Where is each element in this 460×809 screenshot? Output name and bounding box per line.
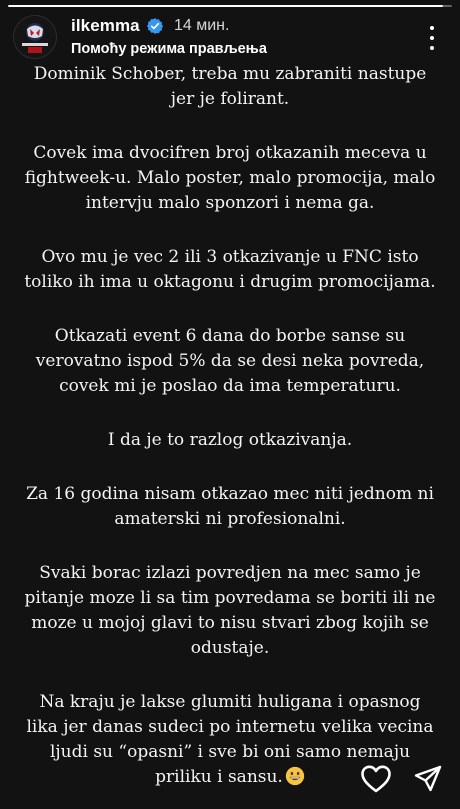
story-paragraph: Dominik Schober, treba mu zabraniti nastupe jer je folirant.: [33, 64, 427, 109]
more-options-button[interactable]: [420, 24, 444, 52]
story-paragraph: Ovo mu je vec 2 ili 3 otkazivanje u FNC isto toliko ih ima u oktagonu i drugim promocijama.: [24, 247, 436, 292]
more-vertical-icon-dot: [430, 36, 434, 40]
story-paragraph: Covek ima dvocifren broj otkazanih meceva u fightweek-u. Malo poster, malo promocija, malo intervju malo sponzori i nema ga.: [24, 143, 436, 213]
more-vertical-icon: [430, 26, 434, 30]
avatar[interactable]: [14, 16, 56, 58]
story-paragraph: Za 16 godina nisam otkazao mec niti jednom ni amaterski ni profesionalni.: [26, 484, 434, 529]
story-created-with-label[interactable]: Помоћу режима прављења: [71, 41, 267, 57]
username[interactable]: ilkemma: [71, 16, 140, 35]
story-timestamp: 14 мин.: [174, 17, 230, 34]
story-paragraph: I da je to razlog otkazivanja.: [107, 430, 353, 450]
story-progress-fill: [8, 5, 443, 7]
send-icon[interactable]: [413, 764, 443, 794]
story-paragraph: Otkazati event 6 dana do borbe sanse su verovatno ispod 5% da se desi neka povreda, covek mi je poslao da ima temperaturu.: [35, 326, 425, 396]
more-vertical-icon-dot: [430, 46, 434, 50]
story-text: [22, 62, 438, 790]
profile-avatar-icon: [14, 16, 56, 58]
story-paragraph-last-text: Na kraju je lakse glumiti huligana i opasnog lika jer danas sudeci po internetu velika vecina ljudi su “opasni” i sve bi oni samo nemaju priliku i sansu.: [26, 692, 434, 787]
heart-icon[interactable]: [360, 764, 392, 794]
verified-badge-icon: [146, 17, 164, 35]
story-paragraph: Svaki borac izlazi povredjen na mec samo je pitanje moze li sa tim povredama se boriti ili ne moze u mojoj glavi to nisu stvari zbog kojih se odustaje.: [24, 563, 436, 658]
story-progress-bar: [8, 5, 452, 7]
grinning-face-icon: [285, 766, 305, 786]
